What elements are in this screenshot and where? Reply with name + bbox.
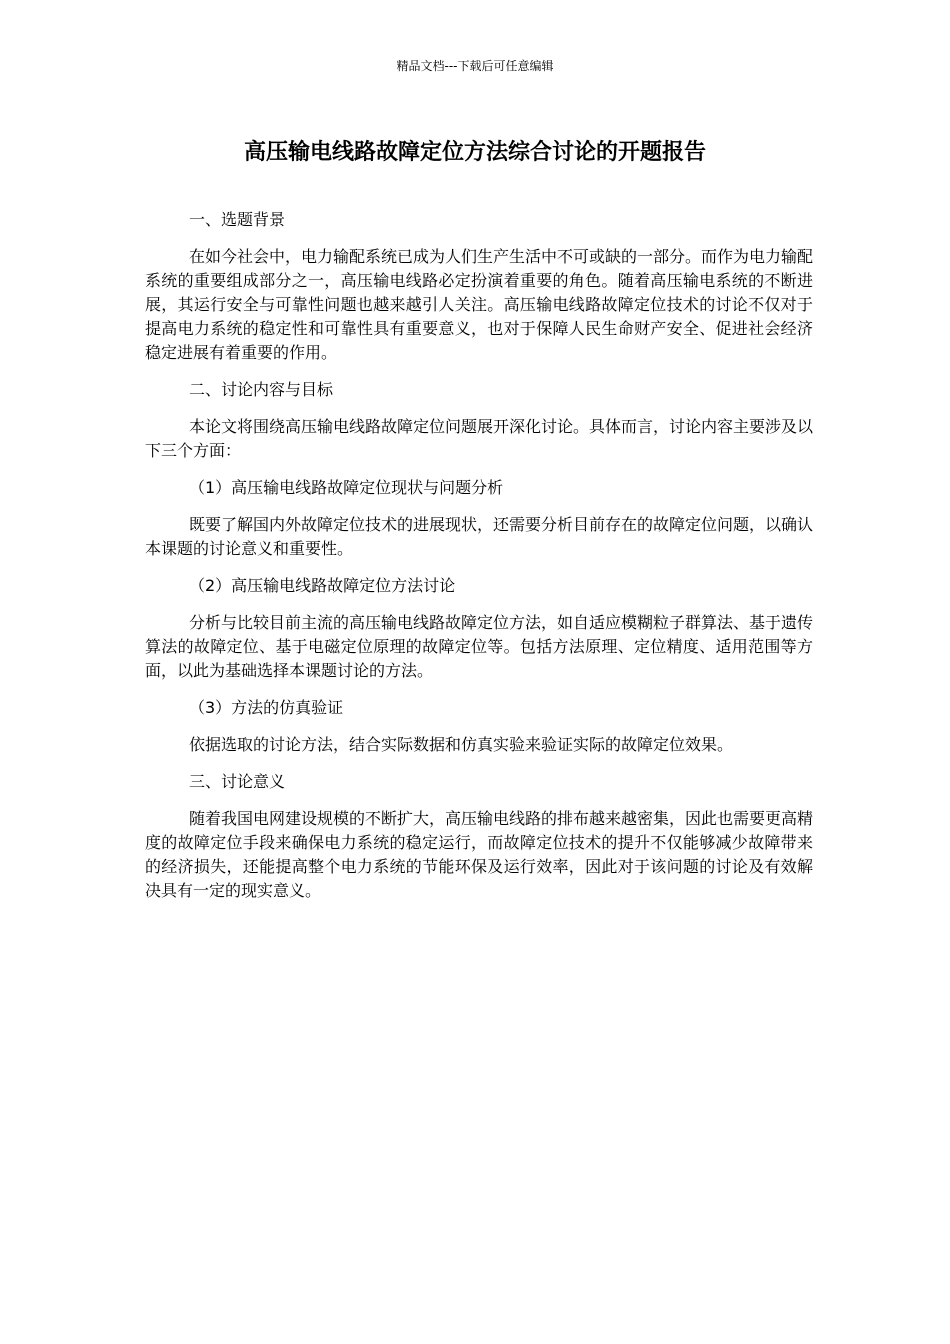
paragraph-significance: 随着我国电网建设规模的不断扩大，高压输电线路的排布越来越密集，因此也需要更高精度的故障定位手段来确保电力系统的稳定运行，而故障定位技术的提升不仅能够减少故障带来的经济损失，还能提高整个电力系统的节能环保及运行效率，因此对于该问题的讨论及有效解决具有一定的现实意义。	[145, 809, 814, 900]
paragraph-status-analysis: 既要了解国内外故障定位技术的进展现状，还需要分析目前存在的故障定位问题，以确认本课题的讨论意义和重要性。	[145, 515, 814, 558]
subheading-method-discussion: （2）高压输电线路故障定位方法讨论	[189, 576, 456, 595]
section-heading-content-goals: 二、讨论内容与目标	[189, 380, 334, 399]
paragraph-content-intro: 本论文将围绕高压输电线路故障定位问题展开深化讨论。具体而言，讨论内容主要涉及以下三个方面：	[145, 417, 814, 460]
document-body	[145, 208, 813, 916]
subheading-status-analysis: （1）高压输电线路故障定位现状与问题分析	[189, 478, 504, 497]
header-note: 精品文档---下载后可任意编辑	[396, 59, 554, 73]
paragraph-background: 在如今社会中，电力输配系统已成为人们生产生活中不可或缺的一部分。而作为电力输配系统的重要组成部分之一，高压输电线路必定扮演着重要的角色。随着高压输电系统的不断进展，其运行安全与可靠性问题也越来越引人关注。高压输电线路故障定位技术的讨论不仅对于提高电力系统的稳定性和可靠性具有重要意义，也对于保障人民生命财产安全、促进社会经济稳定进展有着重要的作用。	[145, 247, 814, 362]
section-heading-background: 一、选题背景	[189, 210, 286, 229]
paragraph-method-discussion: 分析与比较目前主流的高压输电线路故障定位方法，如自适应模糊粒子群算法、基于遗传算法的故障定位、基于电磁定位原理的故障定位等。包括方法原理、定位精度、适用范围等方面，以此为基础选择本课题讨论的方法。	[145, 613, 814, 680]
paragraph-simulation: 依据选取的讨论方法，结合实际数据和仿真实验来验证实际的故障定位效果。	[189, 735, 734, 754]
subheading-simulation: （3）方法的仿真验证	[189, 698, 344, 717]
section-heading-significance: 三、讨论意义	[189, 772, 286, 791]
document-title: 高压输电线路故障定位方法综合讨论的开题报告	[243, 140, 706, 165]
